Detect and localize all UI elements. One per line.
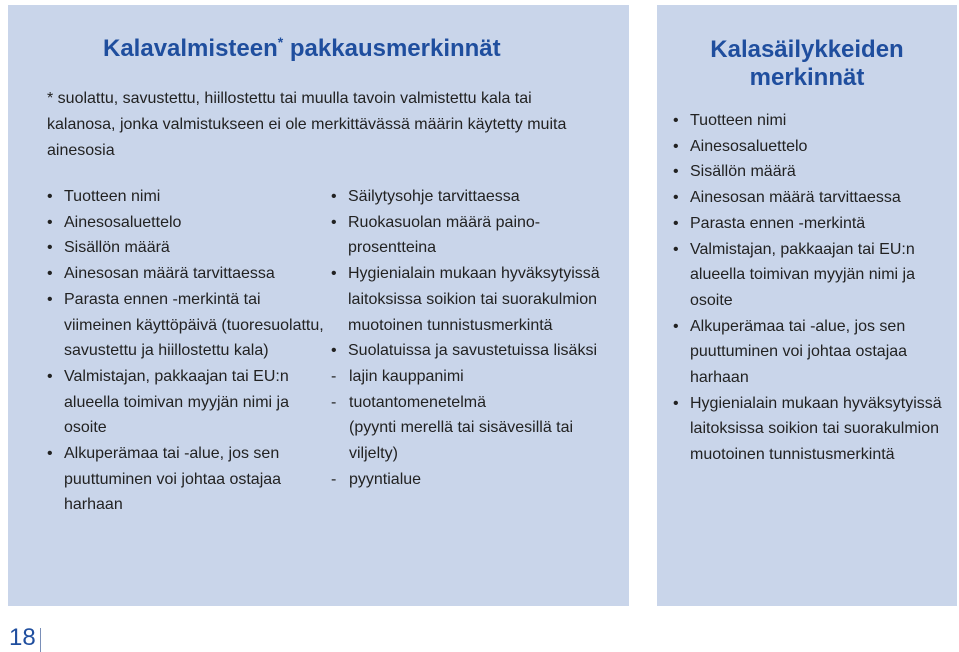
list-item: • Sisällön määrä: [47, 235, 327, 261]
list-item: • Parasta ennen -merkintä: [673, 211, 955, 237]
list-item: • Ainesosan määrä tarvittaessa: [47, 261, 327, 287]
footnote: * suolattu, savustettu, hiillostettu tai muulla tavoin valmistettu kala tai kalanosa, jonka valmistukseen ei ole merkittävässä määrin käytetty muita ainesosia: [47, 90, 567, 159]
list-item: • Hygienialain mukaan hyväksytyissä laitoksissa soikion tai suorakulmion muotoinen tunnistusmerkintä: [673, 391, 955, 468]
right-panel-title: Kalasäilykkeiden merkinnät: [710, 36, 904, 91]
list-item: • Sisällön määrä: [673, 159, 955, 185]
list-item: • Ruokasuolan määrä paino-prosentteina: [331, 210, 616, 261]
sub-list-item: - lajin kauppanimi: [331, 364, 616, 390]
left-list-column-2: [331, 184, 616, 492]
list-item: (pyynti merellä tai sisävesillä tai viljelty): [349, 419, 574, 463]
left-list-column-1: [47, 184, 327, 518]
list-item: • Valmistajan, pakkaajan tai EU:n alueella toimivan myyjän nimi ja osoite: [47, 364, 327, 441]
left-panel-title: Kalavalmisteen* pakkausmerkinnät: [103, 34, 501, 62]
list-item: • Alkuperämaa tai -alue, jos sen puuttuminen voi johtaa ostajaa harhaan: [673, 314, 955, 391]
list-item: • Ainesosaluettelo: [47, 210, 327, 236]
sub-list-item: - tuotantomenetelmä: [331, 390, 616, 416]
list-item: • Valmistajan, pakkaajan tai EU:n alueella toimivan myyjän nimi ja osoite: [673, 237, 955, 314]
list-item: • Suolatuissa ja savustetuissa lisäksi: [331, 338, 616, 364]
list-item: • Ainesosan määrä tarvittaessa: [673, 185, 955, 211]
list-item: • Tuotteen nimi: [673, 108, 955, 134]
list-item: • Alkuperämaa tai -alue, jos sen puuttuminen voi johtaa ostajaa harhaan: [47, 441, 327, 518]
list-item: • Ainesosaluettelo: [673, 134, 955, 160]
sub-list-item: - pyyntialue: [331, 467, 616, 493]
list-item: • Parasta ennen -merkintä tai viimeinen käyttöpäivä (tuoresuolattu, savustettu ja hiillostettu kala): [47, 287, 327, 364]
list-item: • Hygienialain mukaan hyväksytyissä laitoksissa soikion tai suorakulmion muotoinen tunnistusmerkintä: [331, 261, 616, 338]
title-asterisk: *: [277, 34, 284, 50]
page-number-divider: [40, 628, 41, 652]
page-number: 18: [9, 624, 36, 651]
list-item: • Säilytysohje tarvittaessa: [331, 184, 616, 210]
right-list: [673, 108, 955, 468]
list-item: • Tuotteen nimi: [47, 184, 327, 210]
